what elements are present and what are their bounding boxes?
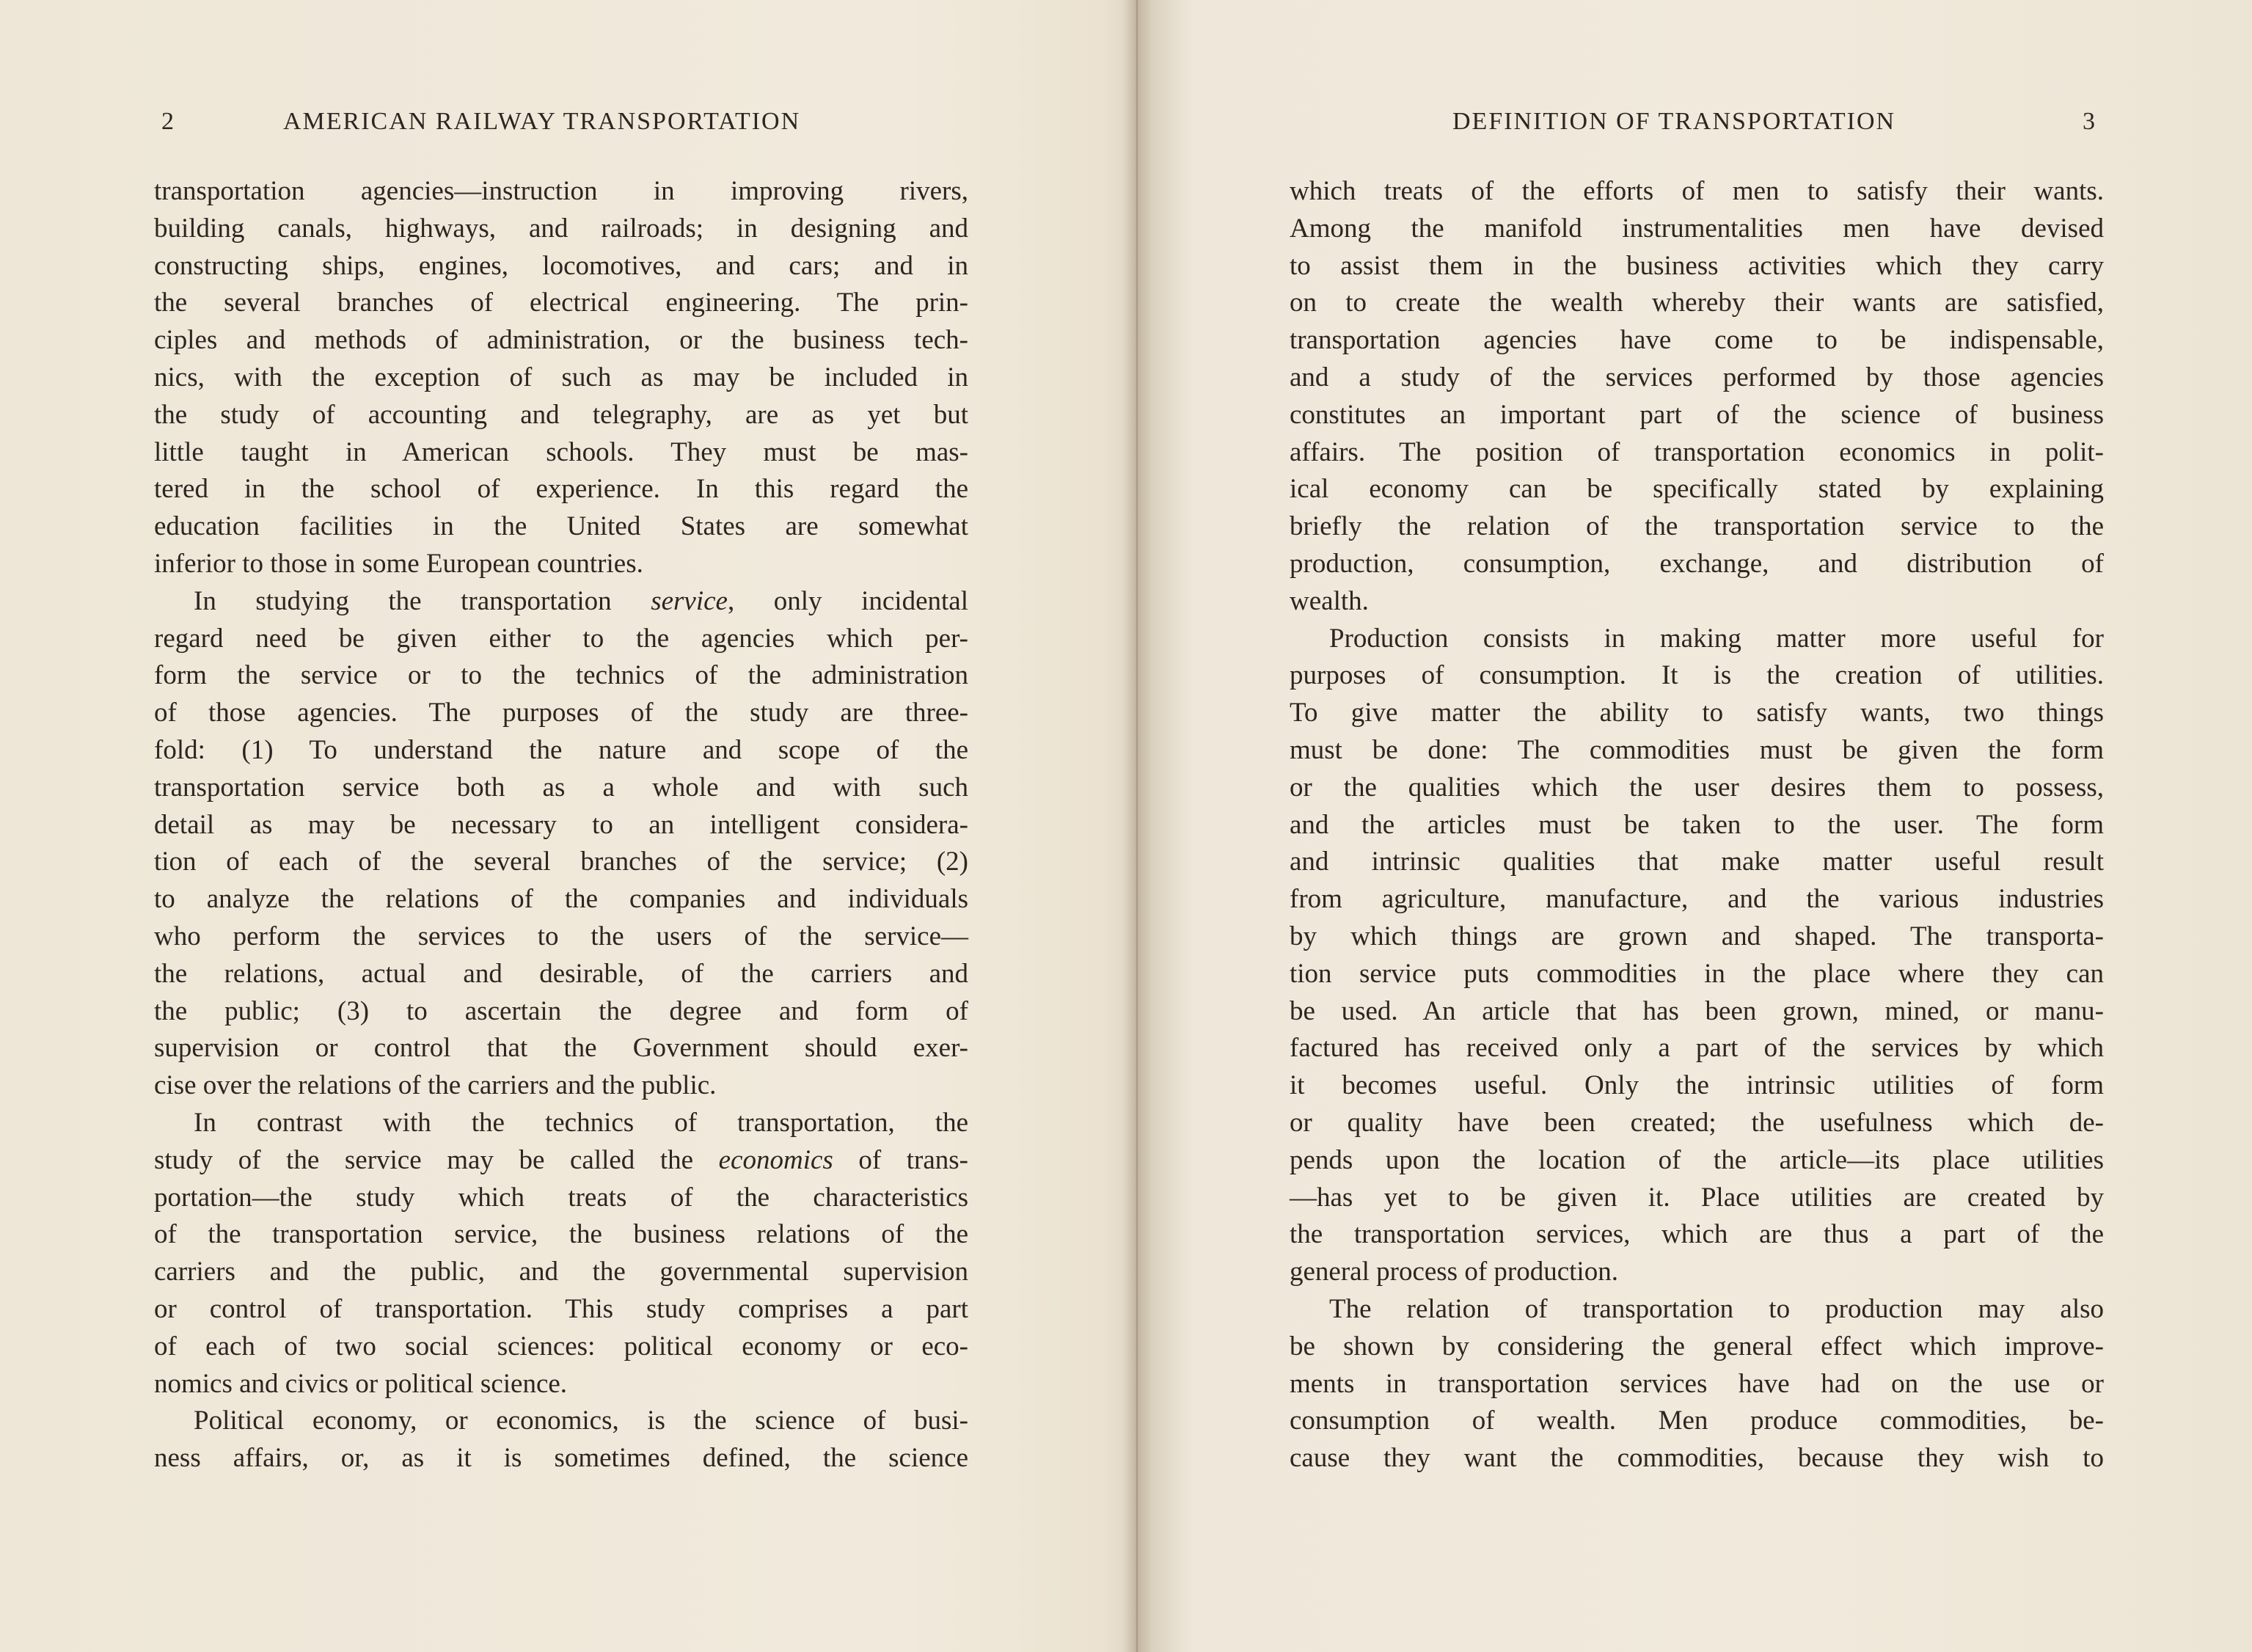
text-line: on to create the wealth whereby their wants are satisfied, [1290, 288, 2104, 318]
right-running-title: DEFINITION OF TRANSPORTATION [1452, 108, 1896, 135]
text-line: Among the manifold instrumentalities men have devised [1290, 213, 2104, 244]
text-line: building canals, highways, and railroads; in designing and [154, 213, 968, 244]
text-line: —has yet to be given it. Place utilities are created by [1290, 1182, 2104, 1213]
text-line: Production consists in making matter more useful for [1329, 623, 2104, 654]
text-line: factured has received only a part of the services by which [1290, 1033, 2104, 1064]
text-line: purposes of consumption. It is the creation of utilities. [1290, 660, 2104, 691]
text-line: form the service or to the technics of the administration [154, 660, 968, 691]
text-line: nomics and civics or political science. [154, 1368, 568, 1399]
text-line: or the qualities which the user desires them to possess, [1290, 772, 2104, 803]
text-line: of the transportation service, the business relations of the [154, 1219, 968, 1250]
text-line: and a study of the services performed by those agencies [1290, 362, 2104, 392]
right-page-number: 3 [2083, 108, 2096, 135]
text-line: be used. An article that has been grown, mined, or manu- [1290, 995, 2104, 1026]
text-line: supervision or control that the Government should exer- [154, 1033, 968, 1064]
text-line: the transportation services, which are thus a part of the [1290, 1219, 2104, 1250]
text-line: tion of each of the several branches of the service; (2) [154, 847, 968, 877]
text-line: it becomes useful. Only the intrinsic utilities of form [1290, 1070, 2104, 1101]
text-line: tered in the school of experience. In this regard the [154, 474, 968, 505]
text-line: ments in transportation services have had on the use or [1290, 1368, 2104, 1399]
text-line: which treats of the efforts of men to satisfy their wants. [1290, 176, 2104, 206]
text-line: ciples and methods of administration, or the business tech- [154, 325, 968, 356]
text-line: fold: (1) To understand the nature and scope of the [154, 734, 968, 765]
text-line: transportation agencies have come to be indispensable, [1290, 325, 2104, 356]
text-line: To give matter the ability to satisfy wants, two things [1290, 698, 2104, 728]
left-running-title: AMERICAN RAILWAY TRANSPORTATION [283, 108, 801, 135]
text-line: the relations, actual and desirable, of the carriers and [154, 958, 968, 989]
italic-term: economics [718, 1144, 833, 1175]
text-line: general process of production. [1290, 1257, 1618, 1287]
left-page-number: 2 [161, 108, 175, 135]
text-line: the study of accounting and telegraphy, are as yet but [154, 399, 968, 430]
text-segment: In studying the transportation [194, 585, 651, 616]
text-line: affairs. The position of transportation economics in polit- [1290, 436, 2104, 467]
text-line: education facilities in the United States are somewhat [154, 511, 968, 542]
text-line: The relation of transportation to production may also [1329, 1293, 2104, 1324]
text-line: briefly the relation of the transportation service to the [1290, 511, 2104, 542]
text-line: cause they want the commodities, because they wish to [1290, 1443, 2104, 1474]
text-line: the several branches of electrical engineering. The prin- [154, 288, 968, 318]
book-gutter [1122, 0, 1152, 1652]
right-page [1290, 0, 2104, 1652]
text-line: little taught in American schools. They must be mas- [154, 436, 968, 467]
text-line: nics, with the exception of such as may be included in [154, 362, 968, 392]
text-line: of each of two social sciences: political economy or eco- [154, 1331, 968, 1362]
text-line: and the articles must be taken to the user. The form [1290, 809, 2104, 840]
text-line: the public; (3) to ascertain the degree and form of [154, 995, 968, 1026]
text-line: must be done: The commodities must be given the form [1290, 734, 2104, 765]
text-line: carriers and the public, and the governmental supervision [154, 1257, 968, 1287]
text-line [154, 583, 968, 621]
text-line: who perform the services to the users of the service— [154, 921, 968, 951]
text-line: Political economy, or economics, is the science of busi- [194, 1406, 968, 1436]
text-line: wealth. [1290, 585, 1369, 616]
text-line: constructing ships, engines, locomotives, and cars; and in [154, 250, 968, 281]
left-running-head [154, 107, 968, 136]
text-line: transportation agencies—instruction in improving rivers, [154, 176, 968, 206]
text-line: inferior to those in some European countries. [154, 548, 643, 579]
right-body-text [1290, 173, 2104, 1477]
text-line: ness affairs, or, as it is sometimes defined, the science [154, 1443, 968, 1474]
text-line: be shown by considering the general effect which improve- [1290, 1331, 2104, 1362]
italic-term: service [651, 585, 728, 616]
left-page [154, 0, 968, 1652]
text-line: In contrast with the technics of transportation, the [194, 1107, 968, 1138]
text-line: pends upon the location of the article—its place utilities [1290, 1144, 2104, 1175]
text-line: regard need be given either to the agencies which per- [154, 623, 968, 654]
text-segment: of trans- [833, 1144, 968, 1175]
text-line: or control of transportation. This study comprises a part [154, 1293, 968, 1324]
text-line: tion service puts commodities in the place where they can [1290, 958, 2104, 989]
text-line: detail as may be necessary to an intelligent considera- [154, 809, 968, 840]
text-line: from agriculture, manufacture, and the various industries [1290, 884, 2104, 915]
text-line: constitutes an important part of the science of business [1290, 399, 2104, 430]
right-running-head [1290, 107, 2104, 136]
text-line: cise over the relations of the carriers and the public. [154, 1070, 717, 1101]
text-line: to analyze the relations of the companies and individuals [154, 884, 968, 915]
text-line: production, consumption, exchange, and distribution of [1290, 548, 2104, 579]
text-line: transportation service both as a whole and with such [154, 772, 968, 803]
text-line: and intrinsic qualities that make matter useful result [1290, 847, 2104, 877]
text-segment: study of the service may be called the [154, 1144, 719, 1175]
left-body-text [154, 173, 968, 1477]
text-line: to assist them in the business activities which they carry [1290, 250, 2104, 281]
text-line [154, 1142, 968, 1180]
text-segment: , only incidental [727, 585, 968, 616]
text-line: or quality have been created; the usefulness which de- [1290, 1107, 2104, 1138]
text-line: of those agencies. The purposes of the study are three- [154, 698, 968, 728]
text-line: by which things are grown and shaped. The transporta- [1290, 921, 2104, 951]
text-line: ical economy can be specifically stated by explaining [1290, 474, 2104, 505]
text-line: consumption of wealth. Men produce commodities, be- [1290, 1406, 2104, 1436]
text-line: portation—the study which treats of the characteristics [154, 1182, 968, 1213]
